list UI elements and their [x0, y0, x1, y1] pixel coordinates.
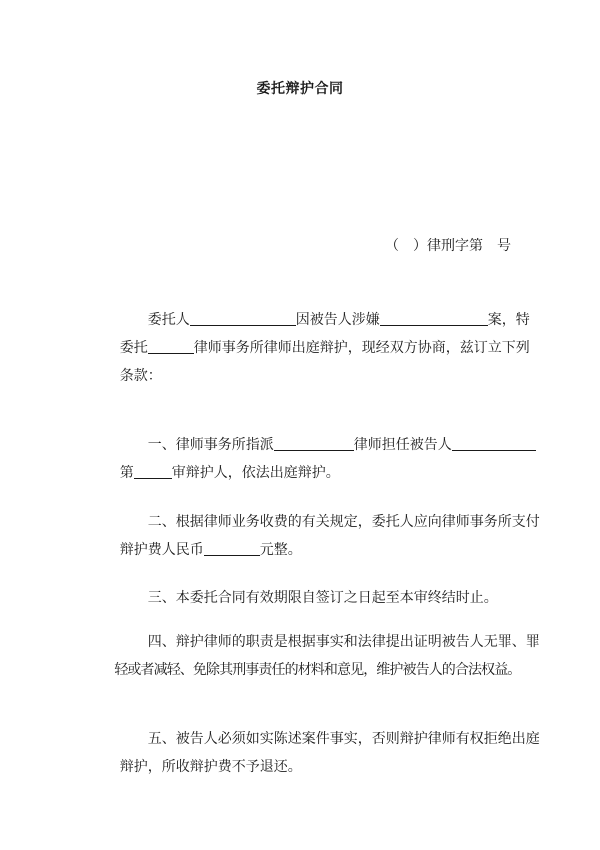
intro-text-6: 条款： — [119, 368, 162, 384]
law-firm-blank — [148, 337, 194, 354]
clause-5 — [93, 697, 540, 775]
intro-paragraph — [93, 278, 530, 384]
clause-5-text-2: 辩护，所收辩护费不予退还。 — [119, 759, 302, 775]
clause-1-text-1: 一、律师事务所指派 — [147, 437, 274, 453]
document-title: 委托辩护合同 — [256, 81, 344, 97]
intro-text-4: 委托 — [119, 340, 148, 356]
intro-text-1: 委托人 — [147, 312, 190, 328]
clause-4 — [93, 600, 540, 678]
clause-1-text-4: 审辩护人，依法出庭辩护。 — [171, 465, 340, 481]
client-name-blank — [190, 309, 296, 326]
document-number: （ ）律刑字第 号 — [385, 238, 511, 254]
lawyer-name-blank — [274, 434, 354, 451]
clause-1-text-3: 第 — [119, 465, 134, 481]
charge-blank — [380, 309, 488, 326]
intro-text-5: 律师事务所律师出庭辩护，现经双方协商，兹订立下列 — [193, 340, 530, 356]
clause-5-text-1: 五、被告人必须如实陈述案件事实，否则辩护律师有权拒绝出庭 — [147, 731, 540, 747]
clause-3-text-1: 三、本委托合同有效期限自签订之日起至本审终结时止。 — [147, 590, 498, 606]
clause-1 — [93, 403, 513, 481]
clause-2-text-1: 二、根据律师业务收费的有关规定，委托人应向律师事务所支付 — [147, 514, 540, 530]
clause-2 — [93, 480, 540, 558]
clause-2-text-2: 辩护费人民币 — [119, 542, 204, 558]
clause-1-text-2: 律师担任被告人 — [353, 437, 452, 453]
defendant-name-blank — [452, 434, 536, 451]
clause-3 — [93, 556, 513, 606]
clause-4-text-1: 四、辩护律师的职责是根据事实和法律提出证明被告人无罪、罪 — [147, 634, 540, 650]
fee-amount-blank — [204, 539, 260, 556]
trial-instance-blank — [134, 462, 172, 479]
intro-text-2: 因被告人涉嫌 — [295, 312, 380, 328]
intro-text-3: 案，特 — [487, 312, 530, 328]
clause-4-text-2: 轻或者减轻、免除其刑事责任的材料和意见，维护被告人的合法权益。 — [114, 662, 521, 678]
clause-2-text-3: 元整。 — [259, 542, 302, 558]
